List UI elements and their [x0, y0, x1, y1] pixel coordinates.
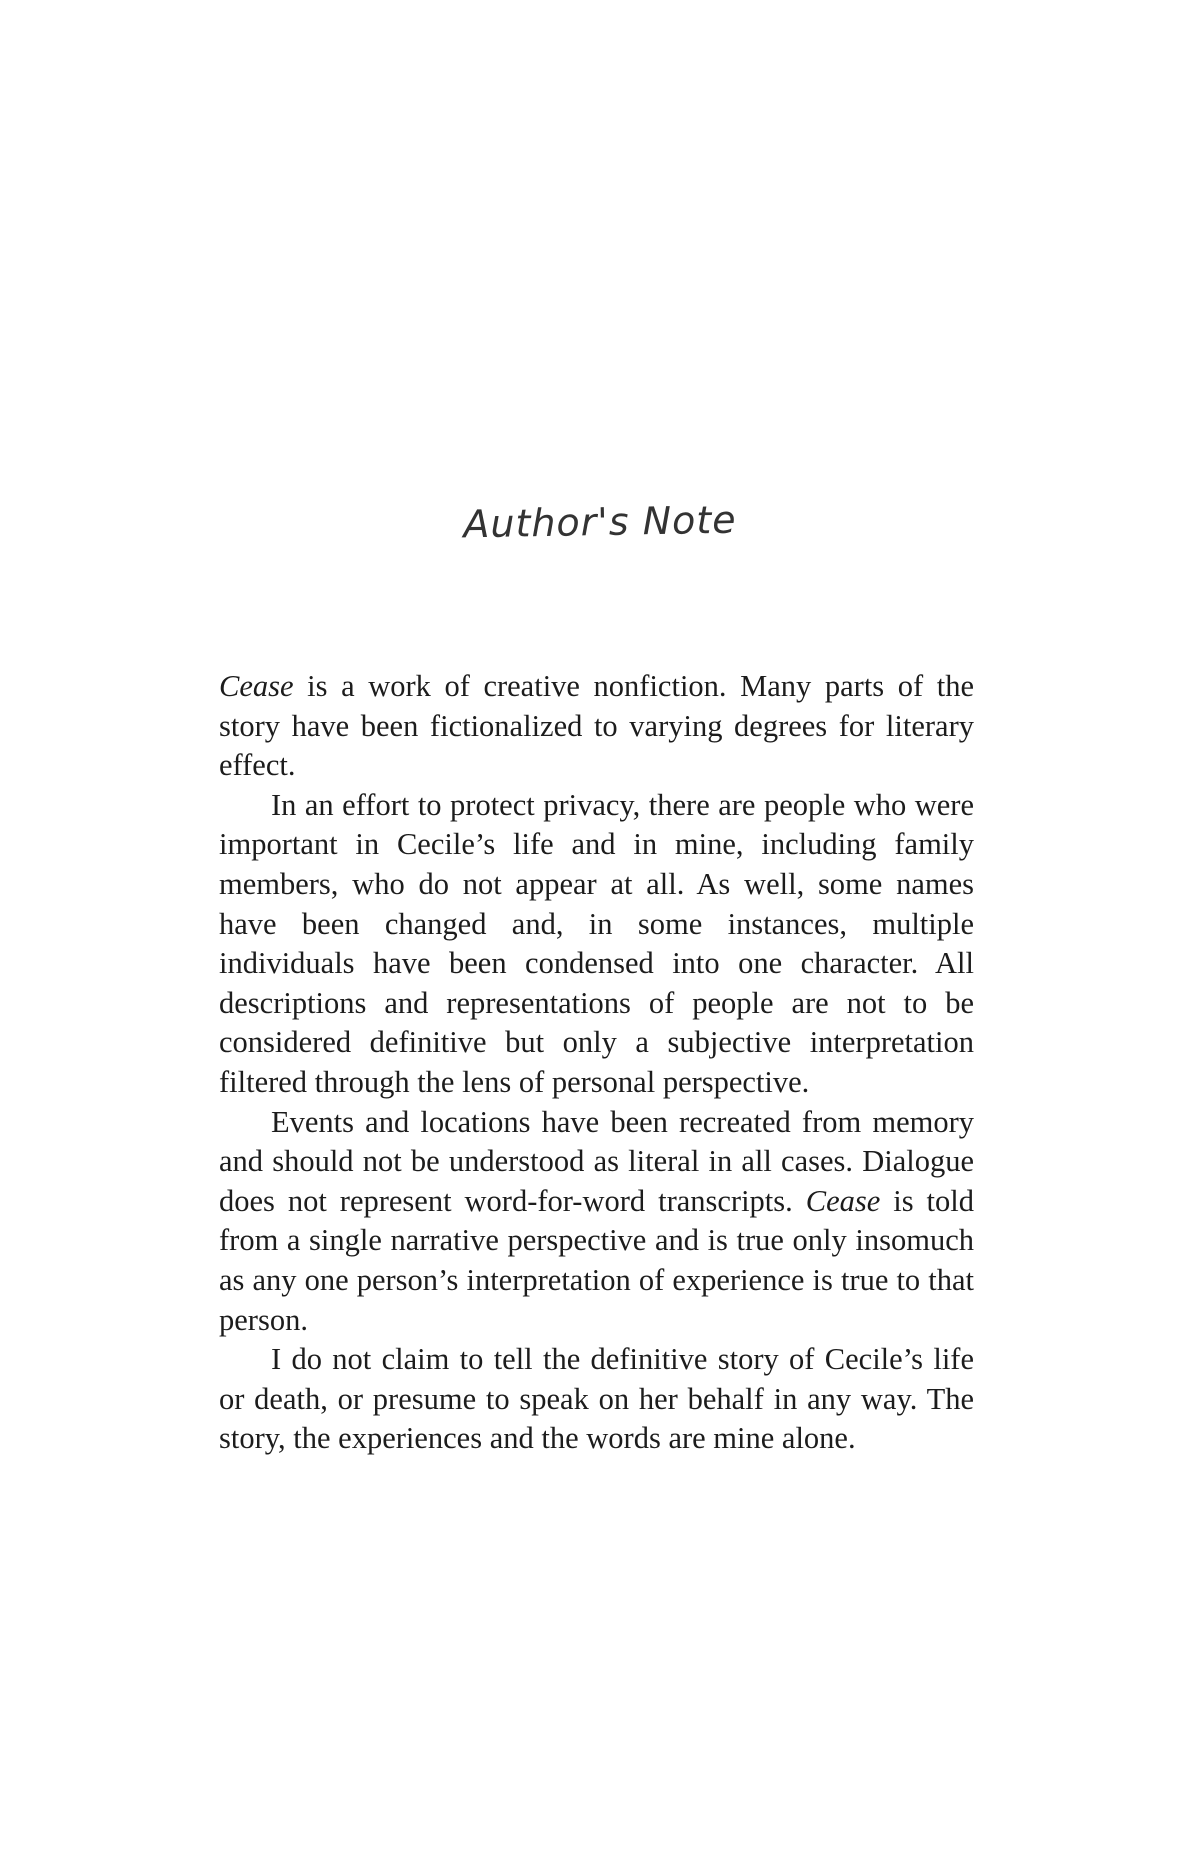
book-title-italic: Cease — [219, 669, 294, 703]
paragraph-3-text-after: is told from a single narrative perspective and is true only insomuch as any one person’s interpretation of experience is true to that person. — [219, 1183, 974, 1337]
paragraph-1-text: is a work of creative nonfiction. Many parts of the story have been fictionalized to varying degrees for literary effect. — [219, 669, 974, 783]
page-title: Author's Note — [463, 497, 737, 547]
author-note-body — [219, 667, 974, 1459]
paragraph-4-text: I do not claim to tell the definitive story of Cecile’s life or death, or presume to speak on her behalf in any way. The story, the experiences and the words are mine alone. — [219, 1342, 974, 1456]
paragraph-2 — [219, 786, 974, 1103]
paragraph-3-text-before: Events and locations have been recreated from memory and should not be understood as literal in all cases. Dialogue does not represent word-for-word transcripts. — [219, 1104, 974, 1218]
paragraph-1 — [219, 667, 974, 786]
paragraph-3 — [219, 1103, 974, 1341]
paragraph-2-text: In an effort to protect privacy, there are people who were important in Cecile’s life and in mine, including family members, who do not appear at all. As well, some names have been changed and, in some instances, multiple individuals have been condensed into one character. All descriptions and representations of people are not to be considered definitive but only a subjective interpretation filtered through the lens of personal perspective. — [219, 787, 974, 1099]
paragraph-4 — [219, 1340, 974, 1459]
book-title-italic: Cease — [805, 1183, 881, 1218]
